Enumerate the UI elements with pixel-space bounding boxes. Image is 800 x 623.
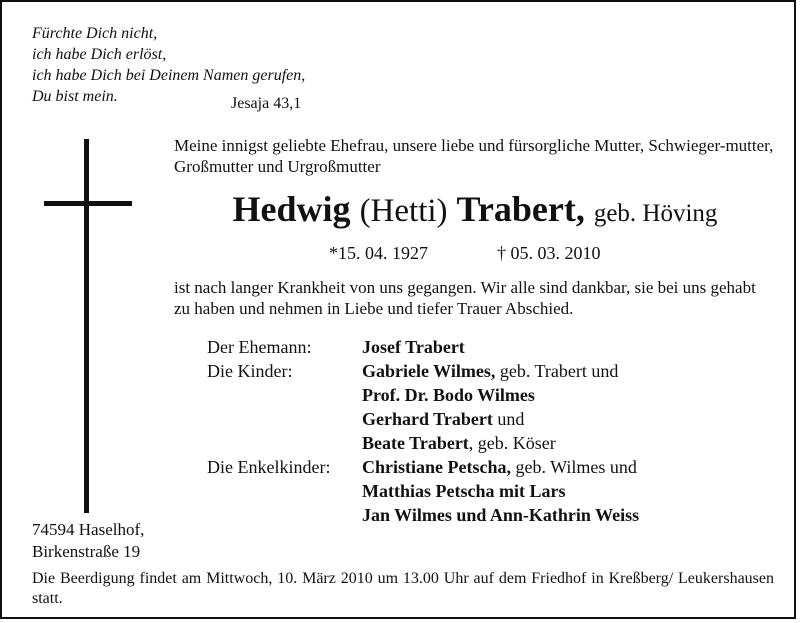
grandchildren-label: Die Enkelkinder: bbox=[207, 457, 331, 477]
last-name: Trabert, bbox=[456, 189, 585, 229]
child-detail: und bbox=[492, 409, 525, 429]
husband-label: Der Ehemann: bbox=[207, 337, 312, 357]
grandchild-detail: geb. Wilmes und bbox=[510, 457, 637, 477]
nickname: (Hetti) bbox=[359, 193, 448, 229]
address-line: Birkenstraße 19 bbox=[32, 542, 141, 561]
birth-date: *15. 04. 1927 bbox=[329, 243, 428, 263]
child-name: Gabriele Wilmes, bbox=[362, 361, 496, 381]
address-line: 74594 Haselhof, bbox=[32, 520, 145, 539]
address bbox=[32, 519, 144, 563]
verse-line: Fürchte Dich nicht, bbox=[32, 25, 158, 42]
grandchild-name: Jan Wilmes und Ann-Kathrin Weiss bbox=[362, 505, 640, 525]
life-dates bbox=[329, 242, 601, 264]
child-detail: , geb. Köser bbox=[468, 433, 556, 453]
birth-name: geb. Höving bbox=[593, 200, 718, 227]
funeral-info: Die Beerdigung findet am Mittwoch, 10. März 2010 um 13.00 Uhr auf dem Friedhof in Kreßberg/ Leukershausen statt. bbox=[32, 570, 774, 607]
cross-icon-bar bbox=[44, 201, 132, 206]
verse-line: ich habe Dich bei Deinem Namen gerufen, bbox=[32, 67, 306, 84]
child-name: Gerhard Trabert bbox=[362, 409, 493, 429]
child-name: Prof. Dr. Bodo Wilmes bbox=[362, 385, 535, 405]
death-date: † 05. 03. 2010 bbox=[497, 243, 601, 263]
child-name: Beate Trabert bbox=[362, 433, 469, 453]
verse-reference: Jesaja 43,1 bbox=[231, 95, 302, 112]
first-name: Hedwig bbox=[232, 189, 351, 229]
grandchild-name: Christiane Petscha, bbox=[362, 457, 511, 477]
child-detail: geb. Trabert und bbox=[495, 361, 619, 381]
deceased-name bbox=[174, 186, 776, 237]
verse-line: Du bist mein. bbox=[32, 88, 118, 105]
verse-line: ich habe Dich erlöst, bbox=[32, 46, 167, 63]
intro-text: Meine innigst geliebte Ehefrau, unsere liebe und fürsorgliche Mutter, Schwieger-mutter, Großmutter und Urgroßmutter bbox=[174, 136, 774, 176]
cross-icon bbox=[84, 139, 89, 513]
grandchild-name: Matthias Petscha mit Lars bbox=[362, 481, 566, 501]
passing-text: ist nach langer Krankheit von uns gegangen. Wir alle sind dankbar, sie bei uns gehabt zu haben und nehmen in Liebe und tiefer Trauer Abschied. bbox=[174, 278, 756, 318]
husband-name: Josef Trabert bbox=[362, 337, 465, 357]
children-label: Die Kinder: bbox=[207, 361, 293, 381]
